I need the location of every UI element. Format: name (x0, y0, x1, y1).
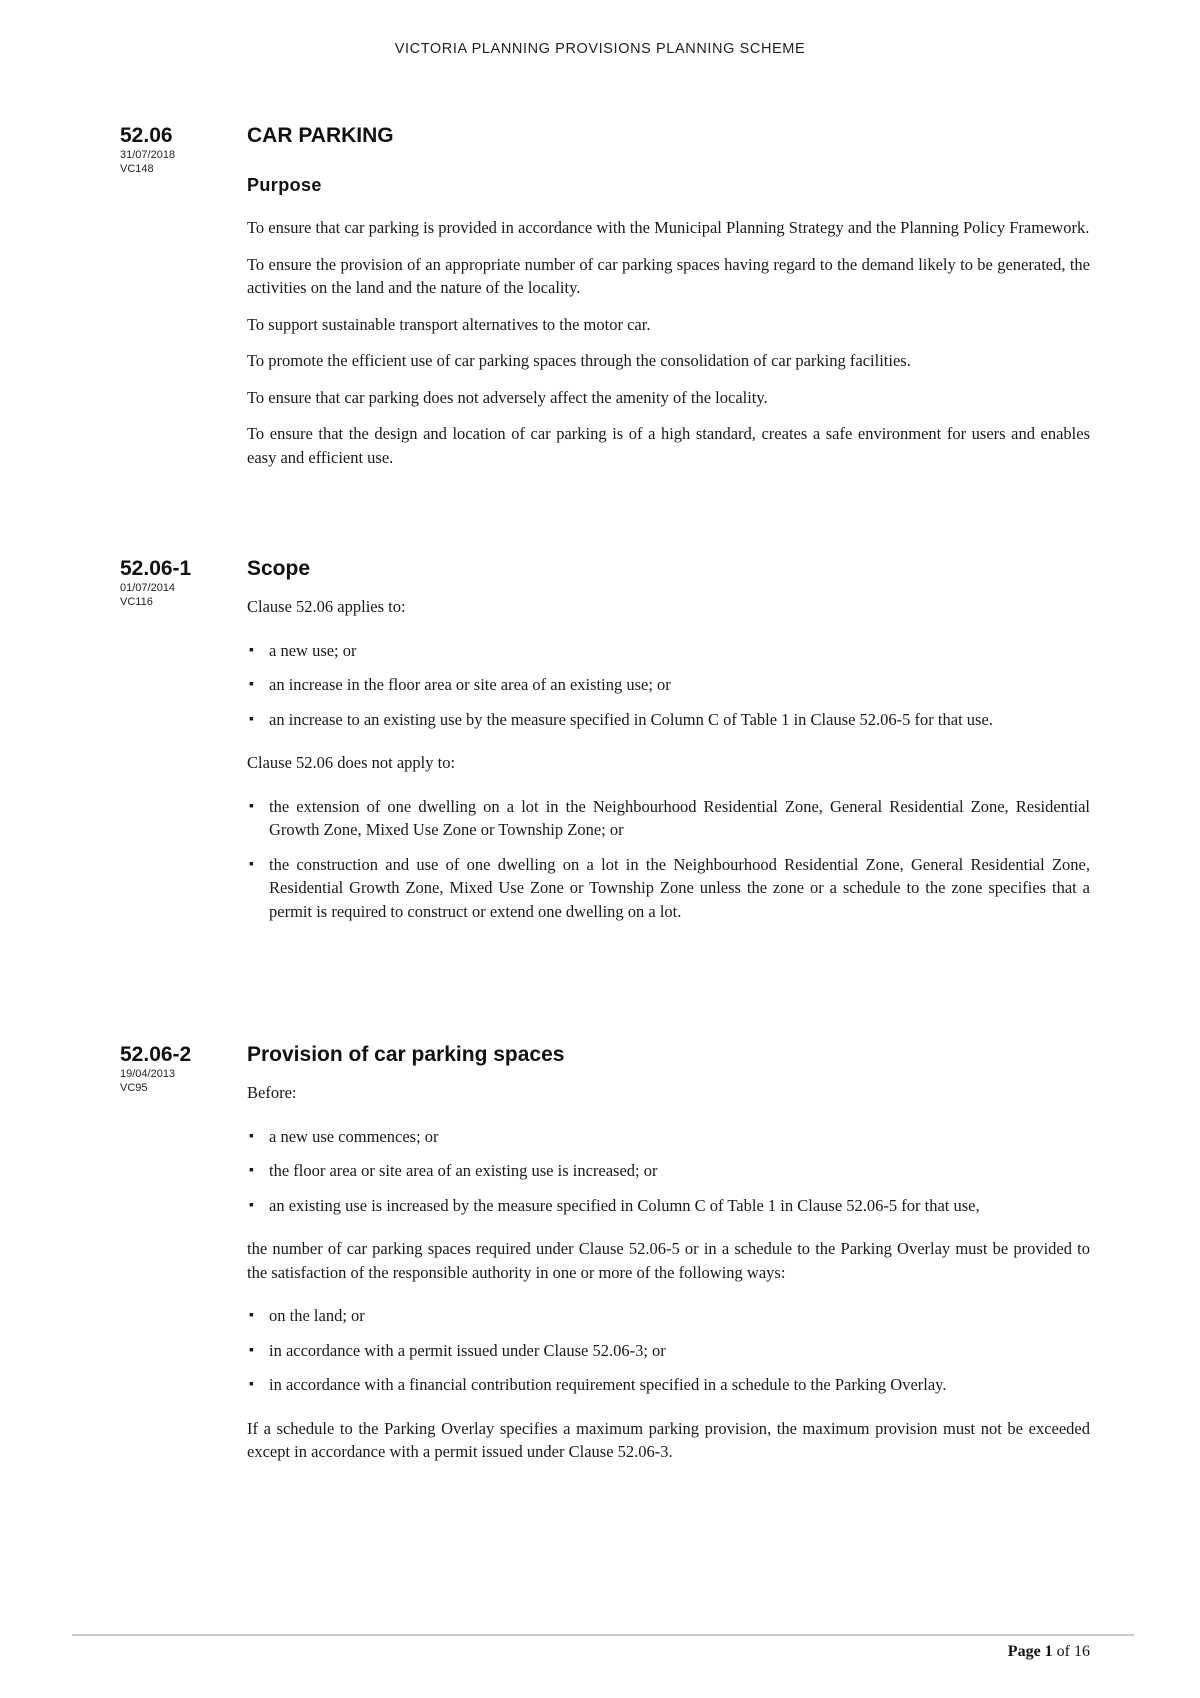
clause-content (247, 557, 1090, 934)
clause-margin (120, 124, 240, 176)
list-item: ▪ the floor area or site area of an existing use is increased; or (247, 1159, 1090, 1183)
purpose-paragraph: To ensure the provision of an appropriate number of car parking spaces having regard to the demand likely to be generated, the activities on the land and the nature of the locality. (247, 254, 1090, 297)
list-item: ▪ an increase in the floor area or site area of an existing use; or (247, 673, 1090, 697)
paragraph: Clause 52.06 applies to: (247, 597, 406, 616)
clause-vc: VC148 (120, 163, 154, 175)
list-item: ▪ the construction and use of one dwelling on a lot in the Neighbourhood Residential Zone, General Residential Zone, Residential Growth Zone, Mixed Use Zone or Township Zone unless the zone or a schedule to the zone specifies that a permit is required to construct or extend one dwelling on a lot. (249, 854, 1090, 921)
subheading-purpose: Purpose (247, 175, 322, 195)
page-count: of 16 (1056, 1643, 1090, 1660)
list-item: ▪ a new use commences; or (247, 1125, 1090, 1149)
bullet-list (247, 1304, 1090, 1397)
purpose-paragraph: To ensure that the design and location of car parking is of a high standard, creates a safe environment for users and enables easy and efficient use. (247, 424, 1090, 467)
page-header: VICTORIA PLANNING PROVISIONS PLANNING SCHEME (394, 41, 806, 57)
page-footer (1008, 1643, 1090, 1661)
bullet-icon: ▪ (249, 1308, 254, 1323)
bullet-icon: ▪ (249, 856, 254, 872)
clause-date: 01/07/2014 (120, 582, 176, 594)
bullet-list (247, 639, 1090, 732)
clause-margin (120, 557, 240, 609)
bullet-icon: ▪ (249, 1163, 254, 1178)
clause-number: 52.06-1 (120, 557, 192, 580)
bullet-icon: ▪ (249, 677, 254, 692)
clause-content (247, 124, 1090, 482)
page-label: Page 1 (1007, 1643, 1053, 1660)
clause-title: Scope (247, 557, 311, 580)
footer-divider (72, 1634, 1134, 1636)
purpose-paragraph: To ensure that car parking is provided in accordance with the Municipal Planning Strategy and the Planning Policy Framework. (247, 218, 1090, 237)
list-item: ▪ an increase to an existing use by the measure specified in Column C of Table 1 in Clause 52.06-5 for that use. (247, 708, 1090, 732)
list-item: ▪ the extension of one dwelling on a lot in the Neighbourhood Residential Zone, General Residential Zone, Residential Growth Zone, Mixed Use Zone or Township Zone; or (249, 796, 1090, 839)
bullet-icon: ▪ (249, 1197, 254, 1213)
paragraph: the number of car parking spaces required under Clause 52.06-5 or in a schedule to the Parking Overlay must be provided to the satisfaction of the responsible authority in one or more of the following ways: (247, 1239, 1090, 1282)
clause-margin (120, 1043, 240, 1095)
clause-content (247, 1043, 1090, 1477)
purpose-paragraph: To promote the efficient use of car parking spaces through the consolidation of car parking facilities. (247, 351, 911, 370)
purpose-paragraph: To ensure that car parking does not adversely affect the amenity of the locality. (247, 387, 768, 407)
list-item: ▪ a new use; or (247, 639, 1090, 663)
paragraph: If a schedule to the Parking Overlay specifies a maximum parking provision, the maximum provision must not be exceeded except in accordance with a permit issued under Clause 52.06-3. (247, 1418, 1090, 1461)
bullet-icon: ▪ (249, 1377, 254, 1392)
bullet-list (247, 795, 1090, 924)
list-item: ▪ an existing use is increased by the measure specified in Column C of Table 1 in Clause 52.06-5 for that use, (247, 1194, 1090, 1218)
list-item: ▪ in accordance with a financial contribution requirement specified in a schedule to the Parking Overlay. (247, 1373, 1090, 1397)
bullet-icon: ▪ (249, 642, 254, 658)
bullet-icon: ▪ (249, 711, 254, 727)
bullet-icon: ▪ (249, 1128, 254, 1144)
clause-date: 19/04/2013 (120, 1068, 176, 1080)
clause-vc: VC95 (120, 1082, 148, 1094)
clause-title: CAR PARKING (247, 124, 394, 147)
list-item: ▪ on the land; or (247, 1304, 1090, 1328)
clause-number: 52.06 (120, 124, 173, 147)
bullet-icon: ▪ (249, 798, 254, 814)
paragraph: Clause 52.06 does not apply to: (247, 753, 456, 772)
bullet-list (247, 1125, 1090, 1218)
paragraph: Before: (247, 1083, 297, 1102)
list-item: ▪ in accordance with a permit issued under Clause 52.06-3; or (247, 1339, 1090, 1363)
purpose-paragraph: To support sustainable transport alternatives to the motor car. (247, 314, 651, 334)
clause-vc: VC116 (120, 596, 153, 608)
clause-title: Provision of car parking spaces (247, 1043, 565, 1066)
clause-date: 31/07/2018 (120, 149, 176, 161)
clause-number: 52.06-2 (120, 1043, 192, 1066)
bullet-icon: ▪ (249, 1342, 254, 1358)
